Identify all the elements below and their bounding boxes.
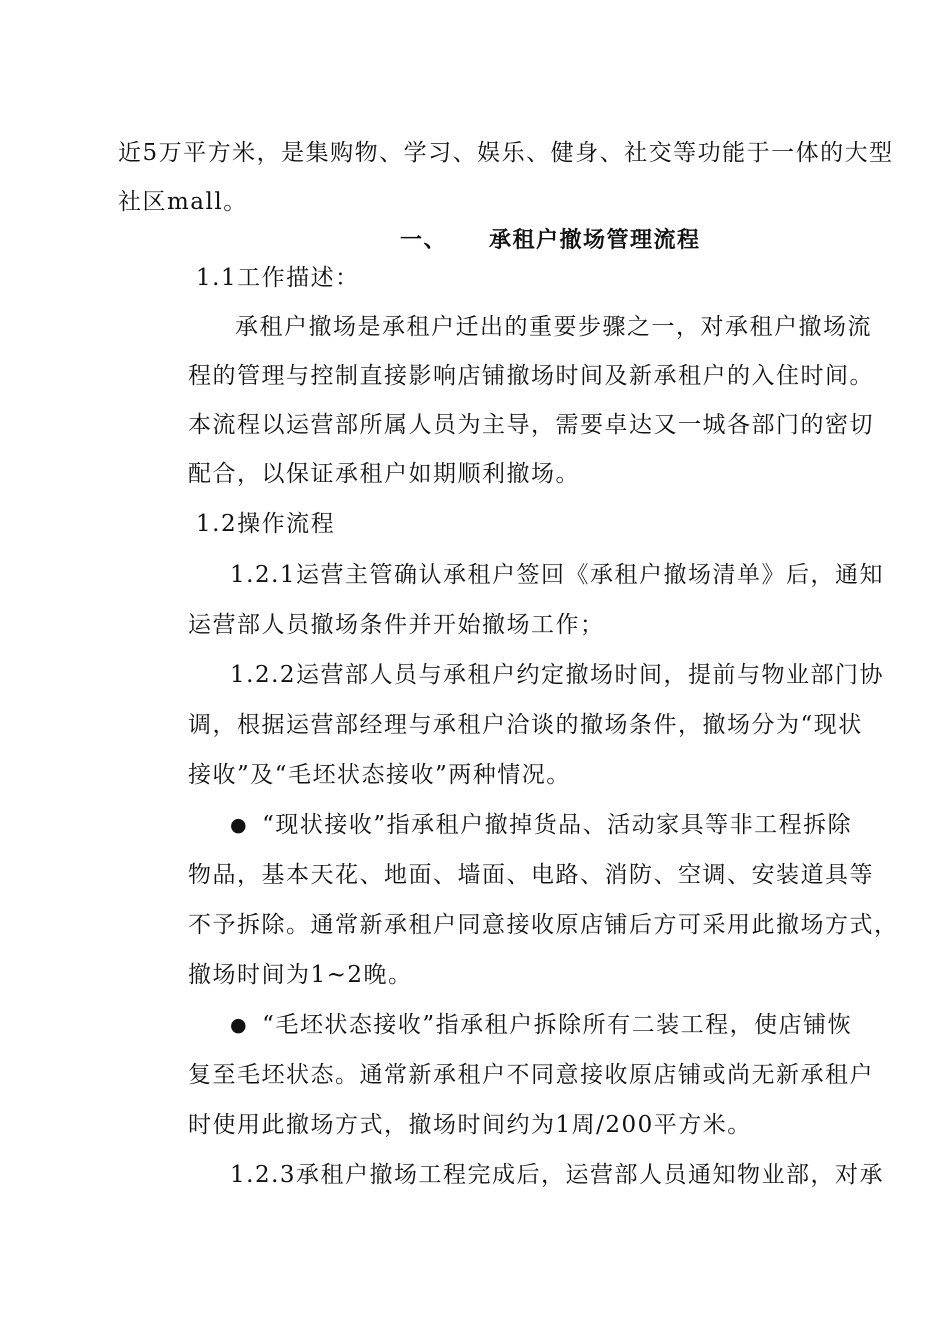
bullet-dot-icon: ● [230,814,249,836]
paragraph-line: 不予拆除。通常新承租户同意接收原店铺后方可采用此撤场方式， [188,912,899,938]
subsection-1-2-title: 1.2操作流程 [196,511,336,537]
intro-line-2: 社区mall。 [118,189,248,215]
paragraph-line: 1.2.1运营主管确认承租户签回《承租户撤场清单》后，通知 [230,562,885,588]
section-title: 承租户撤场管理流程 [489,228,701,253]
paragraph-line: 复至毛坯状态。通常新承租户不同意接收原店铺或尚无新承租户 [188,1062,874,1088]
bullet-item-2 [230,1010,852,1040]
bullet-text: “现状接收”指承租户撤掉货品、活动家具等非工程拆除 [262,812,853,838]
section-heading [400,226,701,256]
bullet-item-1 [230,810,852,840]
paragraph-line: 撤场时间为1~2晚。 [188,962,413,988]
bullet-dot-icon: ● [230,1014,249,1036]
intro-line-1: 近5万平方米，是集购物、学习、娱乐、健身、社交等功能于一体的大型 [118,140,894,166]
paragraph-line: 1.2.3承租户撤场工程完成后，运营部人员通知物业部，对承 [230,1162,885,1188]
paragraph-line: 程的管理与控制直接影响店铺撤场时间及新承租户的入住时间。 [188,363,874,389]
paragraph-line: 承租户撤场是承租户迁出的重要步骤之一，对承租户撤场流 [235,314,872,340]
paragraph-line: 时使用此撤场方式，撤场时间约为1周/200平方米。 [188,1112,752,1138]
subsection-1-1-title: 1.1工作描述： [196,265,360,291]
paragraph-line: 本流程以运营部所属人员为主导，需要卓达又一城各部门的密切 [188,412,874,438]
bullet-text: “毛坯状态接收”指承租户拆除所有二装工程，使店铺恢 [262,1012,853,1038]
paragraph-line: 接收”及“毛坯状态接收”两种情况。 [188,762,571,788]
paragraph-line: 调，根据运营部经理与承租户洽谈的撤场条件，撤场分为“现状 [188,712,863,738]
paragraph-line: 配合，以保证承租户如期顺利撤场。 [188,461,580,487]
paragraph-line: 运营部人员撤场条件并开始撤场工作； [188,612,605,638]
section-number: 一、 [400,228,448,253]
paragraph-line: 1.2.2运营部人员与承租户约定撤场时间，提前与物业部门协 [230,662,885,688]
paragraph-line: 物品，基本天花、地面、墙面、电路、消防、空调、安装道具等 [188,862,874,888]
